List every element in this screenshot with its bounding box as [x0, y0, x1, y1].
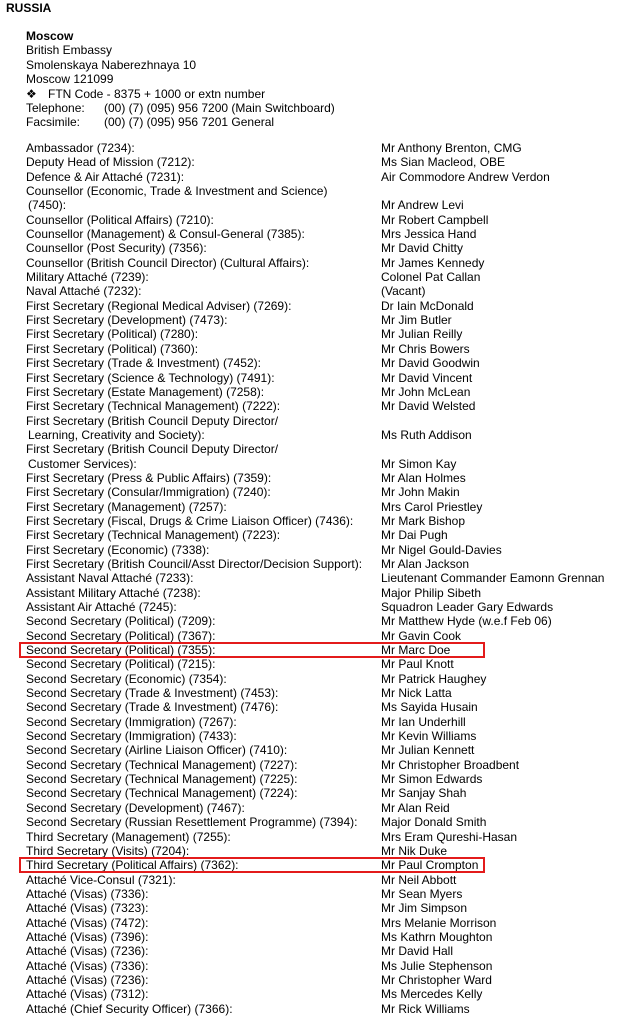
staff-position: Attaché (Visas) (7312): [26, 987, 149, 1002]
staff-position: Third Secretary (Political Affairs) (7362): [26, 858, 239, 873]
staff-position: Customer Services): [28, 456, 137, 471]
staff-position: Counsellor (Economic, Trade & Investment and Science) [26, 184, 328, 199]
telephone-number: (00) (7) (095) 956 7200 (Main Switchboard) [104, 100, 335, 115]
staff-position: Attaché (Visas) (7236): [26, 972, 149, 987]
staff-row [26, 758, 626, 772]
staff-position: Attaché Vice-Consul (7321): [26, 872, 176, 887]
staff-row [26, 743, 626, 757]
staff-row [26, 428, 626, 442]
staff-row [26, 213, 626, 227]
staff-name: Ms Kathrn Moughton [381, 929, 493, 944]
staff-row [26, 141, 626, 155]
staff-name: Air Commodore Andrew Verdon [381, 169, 550, 184]
staff-position: Defence & Air Attaché (7231): [26, 169, 185, 184]
staff-position: Attaché (Visas) (7236): [26, 944, 149, 959]
staff-row [26, 973, 626, 987]
staff-row [26, 600, 626, 614]
staff-position: First Secretary (Political) (7280): [26, 327, 199, 342]
ftn-code: FTN Code - 8375 + 1000 or extn number [48, 86, 266, 101]
staff-row [26, 557, 626, 571]
staff-row [26, 313, 626, 327]
staff-position: Second Secretary (Political) (7209): [26, 614, 216, 629]
staff-row [26, 844, 626, 858]
staff-position: Attaché (Visas) (7472): [26, 915, 149, 930]
staff-row [26, 887, 626, 901]
staff-name: Mr Julian Kennett [381, 743, 475, 758]
staff-row [26, 901, 626, 915]
staff-position: First Secretary (Technical Management) (7222): [26, 399, 281, 414]
staff-name: Mr Marc Doe [381, 643, 451, 658]
staff-row [26, 256, 626, 270]
staff-name: Mr Andrew Levi [381, 198, 464, 213]
staff-row [26, 528, 626, 542]
staff-row [26, 227, 626, 241]
staff-position: Counsellor (Post Security) (7356): [26, 241, 207, 256]
staff-name: Mr Mark Bishop [381, 513, 466, 528]
staff-name: Mr Robert Campbell [381, 212, 489, 227]
staff-row [26, 457, 626, 471]
staff-position: (7450): [28, 198, 67, 213]
staff-name: Mr Jim Butler [381, 313, 452, 328]
staff-position: Second Secretary (Political) (7215): [26, 657, 216, 672]
staff-position: Counsellor (Political Affairs) (7210): [26, 212, 214, 227]
staff-name: Mr Nik Duke [381, 843, 448, 858]
staff-row [26, 356, 626, 370]
staff-name: Mr Kevin Williams [381, 729, 477, 744]
staff-position: Counsellor (British Council Director) (Cultural Affairs): [26, 255, 310, 270]
staff-row [26, 686, 626, 700]
staff-name: Mr Anthony Brenton, CMG [381, 141, 522, 155]
staff-name: Dr Iain McDonald [381, 298, 474, 313]
facsimile-number: (00) (7) (095) 956 7201 General [104, 115, 275, 130]
staff-position: First Secretary (British Council Deputy Director/ [26, 413, 279, 428]
staff-position: Ambassador (7234): [26, 141, 135, 155]
staff-name: Mr Julian Reilly [381, 327, 463, 342]
staff-row [26, 543, 626, 557]
staff-name: Mrs Jessica Hand [381, 227, 477, 242]
staff-position: Naval Attaché (7232): [26, 284, 142, 299]
staff-position: Second Secretary (Development) (7467): [26, 800, 245, 815]
staff-name: Mr Neil Abbott [381, 872, 457, 887]
staff-position: Assistant Air Attaché (7245): [26, 600, 177, 614]
staff-position: Counsellor (Management) & Consul-General (7385): [26, 227, 305, 242]
staff-name: Ms Sayida Husain [381, 700, 478, 715]
staff-position: Assistant Naval Attaché (7233): [26, 571, 194, 586]
staff-row [26, 571, 626, 585]
staff-name: Ms Ruth Addison [381, 427, 472, 442]
staff-row [26, 155, 626, 169]
staff-name: Mrs Carol Priestley [381, 499, 483, 514]
staff-row [26, 270, 626, 284]
staff-position: First Secretary (Political) (7360): [26, 341, 199, 356]
staff-name: Mr John McLean [381, 384, 471, 399]
staff-position: Attaché (Visas) (7323): [26, 901, 149, 916]
postcode: Moscow 121099 [26, 72, 114, 87]
staff-row [26, 815, 626, 829]
staff-position: Attaché (Visas) (7336): [26, 886, 149, 901]
staff-row [26, 614, 626, 628]
staff-name: Mr Alan Holmes [381, 470, 466, 485]
staff-name: Mr Sanjay Shah [381, 786, 467, 801]
staff-name: Mr James Kennedy [381, 255, 485, 270]
staff-row [26, 657, 626, 671]
staff-row [26, 930, 626, 944]
staff-position: Attaché (Visas) (7396): [26, 929, 149, 944]
staff-name: Mr Matthew Hyde (w.e.f Feb 06) [381, 614, 552, 629]
staff-row [26, 858, 626, 872]
staff-row [26, 399, 626, 413]
staff-row [26, 241, 626, 255]
staff-position: Attaché (Chief Security Officer) (7366): [26, 1001, 233, 1016]
staff-row [26, 987, 626, 1001]
staff-name: Mr Simon Edwards [381, 772, 483, 787]
staff-name: Mr Christopher Ward [381, 972, 492, 987]
staff-row [26, 284, 626, 298]
staff-name: Mr Gavin Cook [381, 628, 462, 643]
staff-position: First Secretary (Fiscal, Drugs & Crime Liaison Officer) (7436): [26, 513, 354, 528]
page-heading: RUSSIA [6, 1, 52, 15]
staff-row [26, 198, 626, 212]
staff-list [26, 141, 626, 1016]
staff-name: Major Donald Smith [381, 815, 487, 830]
staff-name: Mr Paul Knott [381, 657, 454, 672]
staff-name: Mr David Welsted [381, 399, 476, 414]
staff-row [26, 170, 626, 184]
staff-row [26, 643, 626, 657]
staff-position: Second Secretary (Russian Resettlement Programme) (7394): [26, 815, 358, 830]
diamond-bullet-icon: ❖ [26, 86, 37, 101]
staff-name: Mrs Eram Qureshi-Hasan [381, 829, 518, 844]
city-title: Moscow [26, 29, 74, 43]
staff-name: Ms Julie Stephenson [381, 958, 493, 973]
staff-position: Second Secretary (Technical Management) (7227): [26, 757, 298, 772]
staff-position: First Secretary (Press & Public Affairs) (7359): [26, 470, 272, 485]
staff-position: First Secretary (Science & Technology) (7491): [26, 370, 275, 385]
staff-row [26, 1002, 626, 1016]
staff-name: Mr Christopher Broadbent [381, 757, 520, 772]
staff-position: First Secretary (Technical Management) (7223): [26, 528, 281, 543]
street-address: Smolenskaya Naberezhnaya 10 [26, 57, 197, 72]
staff-name: Mr Patrick Haughey [381, 671, 487, 686]
staff-row [26, 959, 626, 973]
staff-position: Military Attaché (7239): [26, 270, 149, 285]
staff-row [26, 385, 626, 399]
staff-row [26, 916, 626, 930]
staff-row [26, 442, 626, 456]
staff-row [26, 944, 626, 958]
embassy-address [26, 29, 335, 130]
staff-name: Mr Jim Simpson [381, 901, 468, 916]
staff-row [26, 586, 626, 600]
staff-position: First Secretary (Management) (7257): [26, 499, 227, 514]
staff-row [26, 342, 626, 356]
staff-position: Second Secretary (Immigration) (7433): [26, 729, 237, 744]
facsimile-line [26, 115, 335, 129]
staff-row [26, 830, 626, 844]
staff-name: Mr David Vincent [381, 370, 473, 385]
staff-position: First Secretary (Economic) (7338): [26, 542, 210, 557]
staff-position: First Secretary (British Council/Asst Director/Decision Support): [26, 556, 363, 571]
staff-position: Third Secretary (Management) (7255): [26, 829, 231, 844]
staff-row [26, 801, 626, 815]
staff-position: First Secretary (British Council Deputy Director/ [26, 442, 279, 457]
staff-row [26, 471, 626, 485]
staff-position: Second Secretary (Airline Liaison Officer) (7410): [26, 743, 288, 758]
staff-row [26, 786, 626, 800]
staff-position: First Secretary (Consular/Immigration) (7240): [26, 485, 271, 500]
staff-row [26, 414, 626, 428]
staff-name: Major Philip Sibeth [381, 585, 482, 600]
staff-name: Mrs Melanie Morrison [381, 915, 497, 930]
staff-name: Ms Sian Macleod, OBE [381, 155, 506, 170]
staff-name: Colonel Pat Callan [381, 270, 481, 285]
staff-name: Mr Alan Reid [381, 800, 450, 815]
staff-row [26, 772, 626, 786]
staff-position: Deputy Head of Mission (7212): [26, 155, 195, 170]
staff-name: Mr David Goodwin [381, 356, 480, 371]
staff-position: Learning, Creativity and Society): [28, 427, 205, 442]
staff-name: Mr Alan Jackson [381, 556, 470, 571]
staff-name: Mr Sean Myers [381, 886, 463, 901]
staff-name: Mr Paul Crompton [381, 858, 479, 873]
staff-position: Second Secretary (Immigration) (7267): [26, 714, 237, 729]
staff-row [26, 514, 626, 528]
staff-row [26, 299, 626, 313]
staff-position: First Secretary (Development) (7473): [26, 313, 228, 328]
staff-name: Mr John Makin [381, 485, 460, 500]
staff-name: Mr Dai Pugh [381, 528, 448, 543]
staff-name: Mr Nick Latta [381, 686, 452, 701]
staff-row [26, 672, 626, 686]
staff-name: (Vacant) [381, 284, 426, 299]
staff-position: Second Secretary (Technical Management) (7225): [26, 772, 298, 787]
staff-row [26, 873, 626, 887]
staff-name: Mr David Chitty [381, 241, 464, 256]
staff-position: Assistant Military Attaché (7238): [26, 585, 201, 600]
staff-position: First Secretary (Regional Medical Adviser) (7269): [26, 298, 292, 313]
staff-row [26, 700, 626, 714]
staff-position: Second Secretary (Trade & Investment) (7476): [26, 700, 279, 715]
staff-name: Ms Mercedes Kelly [381, 987, 483, 1002]
staff-row [26, 715, 626, 729]
staff-row [26, 629, 626, 643]
staff-name: Mr Ian Underhill [381, 714, 466, 729]
ftn-line [26, 87, 335, 101]
staff-row [26, 184, 626, 198]
facsimile-label: Facsimile: [26, 115, 81, 130]
staff-row [26, 500, 626, 514]
telephone-line [26, 101, 335, 115]
staff-position: Second Secretary (Trade & Investment) (7453): [26, 686, 279, 701]
staff-name: Mr Chris Bowers [381, 341, 470, 356]
staff-name: Mr Rick Williams [381, 1001, 470, 1016]
staff-row [26, 371, 626, 385]
staff-position: First Secretary (Trade & Investment) (7452): [26, 356, 261, 371]
staff-name: Mr Nigel Gould-Davies [381, 542, 502, 557]
staff-name: Mr David Hall [381, 944, 454, 959]
staff-row [26, 327, 626, 341]
staff-position: First Secretary (Estate Management) (7258): [26, 384, 265, 399]
staff-name: Mr Simon Kay [381, 456, 457, 471]
staff-row [26, 729, 626, 743]
telephone-label: Telephone: [26, 100, 85, 115]
staff-position: Third Secretary (Visits) (7204): [26, 843, 190, 858]
staff-position: Second Secretary (Political) (7367): [26, 628, 216, 643]
staff-position: Attaché (Visas) (7336): [26, 958, 149, 973]
staff-position: Second Secretary (Political) (7355): [26, 643, 216, 658]
staff-name: Lieutenant Commander Eamonn Grennan [381, 571, 605, 586]
staff-position: Second Secretary (Economic) (7354): [26, 671, 227, 686]
staff-row [26, 485, 626, 499]
staff-name: Squadron Leader Gary Edwards [381, 600, 554, 614]
organization-name: British Embassy [26, 43, 113, 58]
staff-position: Second Secretary (Technical Management) (7224): [26, 786, 298, 801]
